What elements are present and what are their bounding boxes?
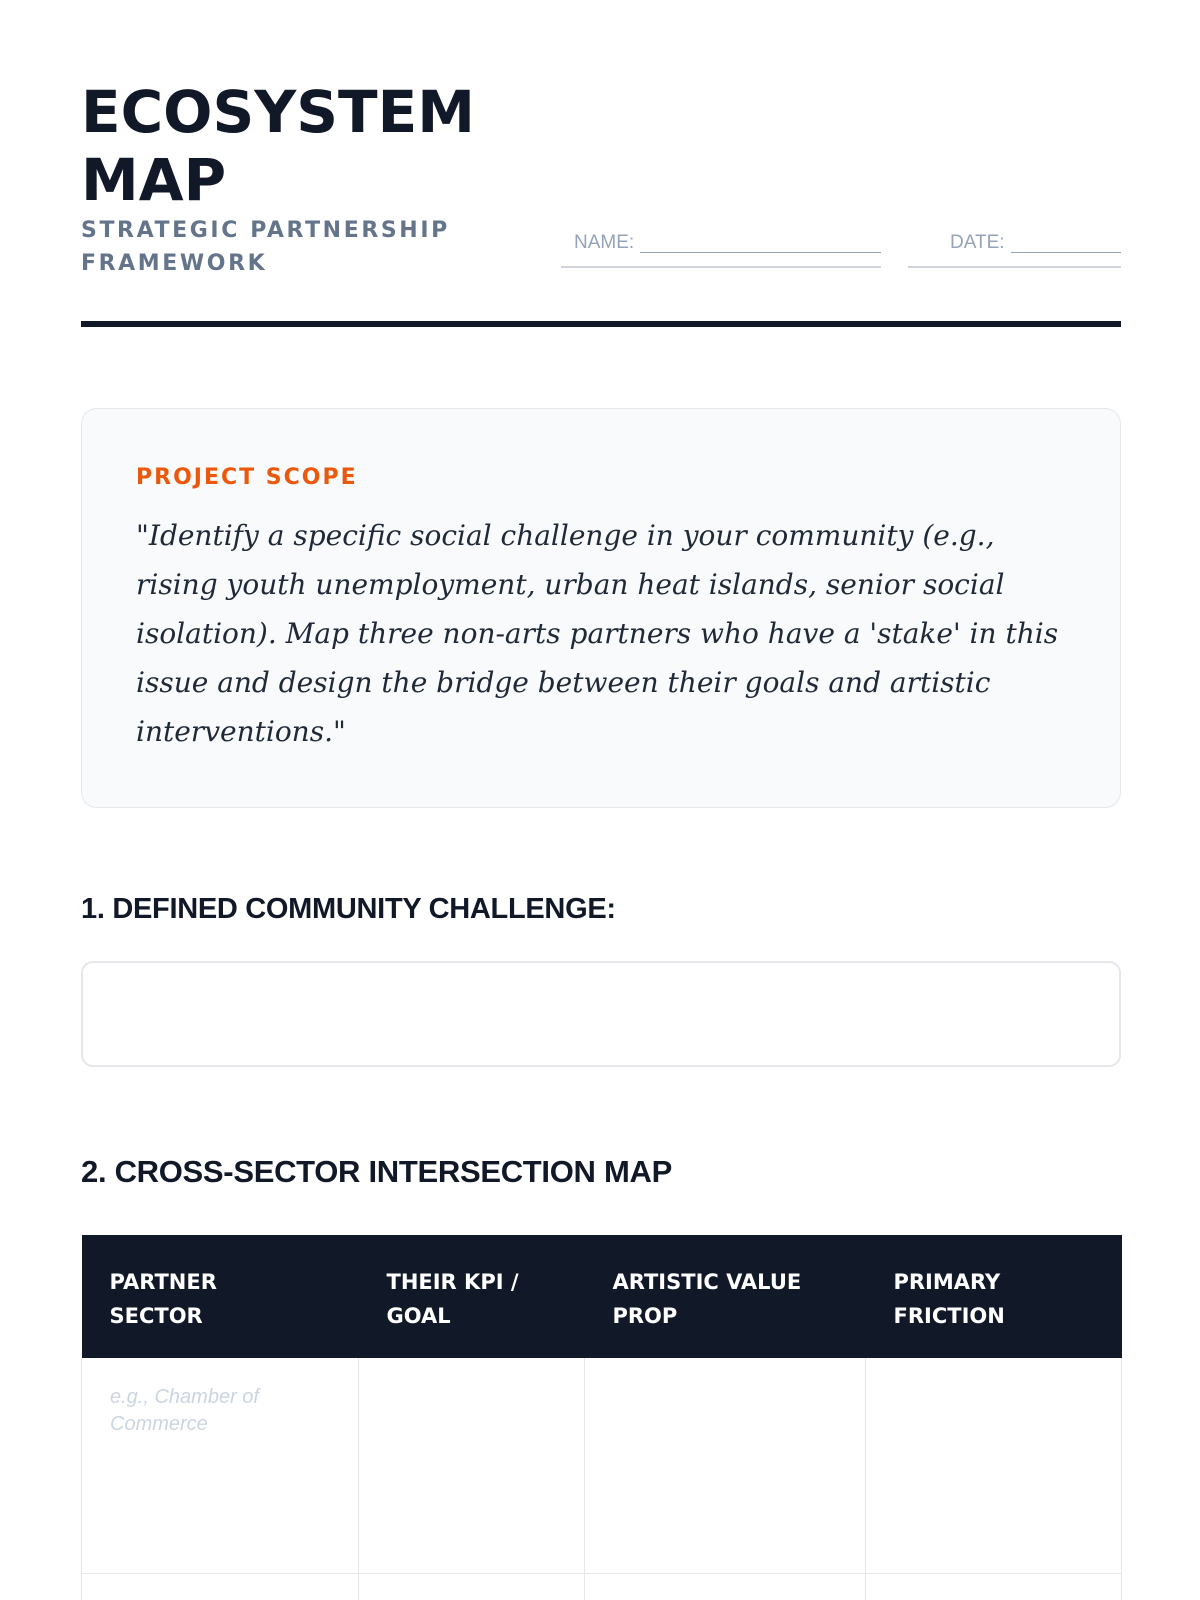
name-blank-line[interactable] [640, 252, 881, 253]
section-2-heading: 2. CROSS-SECTOR INTERSECTION MAP [81, 1154, 672, 1189]
column-header-text: PROP [612, 1304, 678, 1328]
title-line-1: ECOSYSTEM [81, 78, 475, 146]
column-header-text: PARTNER [109, 1270, 217, 1294]
artistic-value-cell[interactable] [585, 1573, 866, 1600]
project-scope-text: "Identify a specific social challenge in your community (e.g., rising youth unemployment, urban heat islands, senior social isolation). Map three non-arts partners who have a 'stake' in this issue and design the bridge between their goals and artistic interventions." [136, 519, 1059, 748]
intersection-map-table [81, 1235, 1122, 1600]
table-row [82, 1573, 1122, 1600]
table-header-row [82, 1235, 1122, 1358]
name-field[interactable] [561, 232, 881, 268]
subtitle-line-2: FRAMEWORK [81, 251, 268, 276]
kpi-goal-cell[interactable] [359, 1573, 585, 1600]
section-1-heading: 1. DEFINED COMMUNITY CHALLENGE: [81, 893, 616, 925]
name-label: NAME: [574, 232, 635, 253]
table-row [82, 1358, 1122, 1573]
column-header-text: PRIMARY [893, 1270, 1001, 1294]
partner-sector-cell[interactable]: e.g., Chamber of Commerce [82, 1358, 359, 1573]
artistic-value-cell[interactable] [585, 1358, 866, 1573]
column-header-primary-friction [866, 1235, 1122, 1358]
page-subtitle [81, 214, 481, 280]
date-field[interactable] [908, 232, 1121, 268]
column-header-text: FRICTION [893, 1304, 1005, 1328]
community-challenge-input[interactable] [81, 961, 1121, 1067]
kpi-goal-cell[interactable] [359, 1358, 585, 1573]
column-header-text: ARTISTIC VALUE [612, 1270, 802, 1294]
partner-sector-cell[interactable] [82, 1573, 359, 1600]
primary-friction-cell[interactable] [866, 1358, 1122, 1573]
column-header-text: SECTOR [109, 1304, 203, 1328]
date-blank-line[interactable] [1011, 252, 1121, 253]
column-header-text: GOAL [386, 1304, 451, 1328]
page-title [81, 78, 501, 214]
project-scope-card [81, 408, 1121, 808]
primary-friction-cell[interactable] [866, 1573, 1122, 1600]
subtitle-line-1: STRATEGIC PARTNERSHIP [81, 218, 450, 243]
column-header-text: THEIR KPI / [386, 1270, 519, 1294]
project-scope-label: PROJECT SCOPE [136, 465, 358, 490]
column-header-kpi-goal [359, 1235, 585, 1358]
date-label: DATE: [950, 232, 1005, 253]
column-header-artistic-value-prop [585, 1235, 866, 1358]
column-header-partner-sector [82, 1235, 359, 1358]
title-line-2: MAP [81, 146, 227, 214]
header-divider [81, 321, 1121, 327]
